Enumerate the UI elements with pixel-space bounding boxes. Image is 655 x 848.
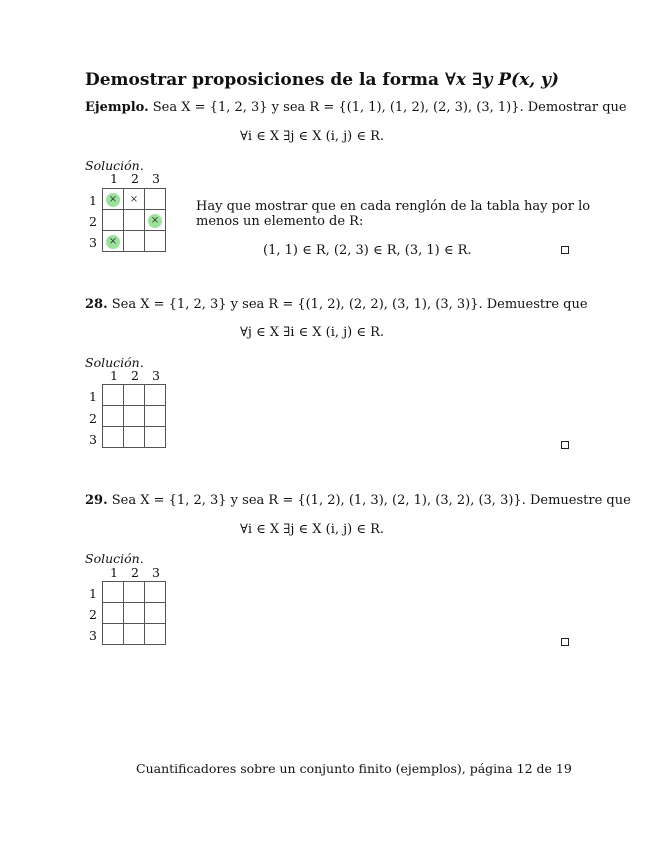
problem-28-relation-table	[102, 384, 166, 448]
example-relation-table	[102, 188, 166, 252]
problem-28-number: 28.	[85, 297, 108, 312]
problem-29-relation-table	[102, 581, 166, 645]
example-row-header-2: 2	[89, 214, 97, 229]
p28-col-header-1: 1	[110, 368, 118, 383]
cell-1-2[interactable]	[124, 582, 145, 603]
example-col-header-3: 3	[152, 171, 160, 186]
p29-col-header-1: 1	[110, 565, 118, 580]
p28-col-header-3: 3	[152, 368, 160, 383]
cell-2-2	[124, 210, 145, 231]
cell-2-1[interactable]	[103, 406, 124, 427]
p29-row-header-3: 3	[89, 628, 97, 643]
problem-29-solution-label: Solución.	[85, 551, 144, 566]
problem-29-statement: 29. Sea X = {1, 2, 3} y sea R = {(1, 2), (1, 3), (2, 1), (3, 2), (3, 3)}. Demuestre que	[85, 493, 631, 508]
cell-2-3	[145, 210, 166, 231]
p28-row-header-3: 3	[89, 432, 97, 447]
example-statement: Ejemplo. Sea X = {1, 2, 3} y sea R = {(1, 1), (1, 2), (2, 3), (3, 1)}. Demostrar que	[85, 100, 627, 115]
example-row-header-3: 3	[89, 235, 97, 250]
section-title: Demostrar proposiciones de la forma ∀x ∃y P(x, y)	[85, 70, 559, 90]
problem-28-solution-label: Solución.	[85, 355, 144, 370]
cell-2-3[interactable]	[145, 603, 166, 624]
cell-3-2[interactable]	[124, 427, 145, 448]
example-explanation-line2: menos un elemento de R:	[196, 214, 364, 229]
p28-row-header-2: 2	[89, 411, 97, 426]
cell-2-3[interactable]	[145, 406, 166, 427]
example-solution-label: Solución.	[85, 158, 144, 173]
example-label: Ejemplo.	[85, 100, 149, 115]
problem-28-formula: ∀j ∈ X ∃i ∈ X (i, j) ∈ R.	[240, 325, 385, 340]
qed-square	[561, 441, 569, 449]
cell-1-1[interactable]	[103, 582, 124, 603]
example-col-header-1: 1	[110, 171, 118, 186]
cell-2-2[interactable]	[124, 406, 145, 427]
cell-mark-highlighted: ×	[106, 235, 120, 249]
p29-col-header-2: 2	[131, 565, 139, 580]
problem-28-statement: 28. Sea X = {1, 2, 3} y sea R = {(1, 2), (2, 2), (3, 1), (3, 3)}. Demuestre que	[85, 297, 588, 312]
example-formula: ∀i ∈ X ∃j ∈ X (i, j) ∈ R.	[240, 129, 385, 144]
p28-row-header-1: 1	[89, 389, 97, 404]
p28-col-header-2: 2	[131, 368, 139, 383]
cell-2-2[interactable]	[124, 603, 145, 624]
problem-29-number: 29.	[85, 493, 108, 508]
cell-2-1	[103, 210, 124, 231]
cell-3-3[interactable]	[145, 624, 166, 645]
example-row-header-1: 1	[89, 193, 97, 208]
qed-square	[561, 638, 569, 646]
example-explanation-line1: Hay que mostrar que en cada renglón de la tabla hay por lo	[196, 199, 591, 214]
cell-3-3	[145, 231, 166, 252]
example-result: (1, 1) ∈ R, (2, 3) ∈ R, (3, 1) ∈ R.	[263, 243, 472, 258]
cell-1-1	[103, 189, 124, 210]
p29-col-header-3: 3	[152, 565, 160, 580]
cell-3-2[interactable]	[124, 624, 145, 645]
cell-1-3	[145, 189, 166, 210]
example-col-header-2: 2	[131, 171, 139, 186]
cell-3-1	[103, 231, 124, 252]
cell-1-1[interactable]	[103, 385, 124, 406]
cell-mark: ×	[129, 193, 139, 205]
title-formula: ∀x ∃y P(x, y)	[444, 70, 559, 90]
qed-square	[561, 246, 569, 254]
cell-3-3[interactable]	[145, 427, 166, 448]
cell-mark-highlighted: ×	[148, 214, 162, 228]
page-footer: Cuantificadores sobre un conjunto finito (ejemplos), página 12 de 19	[136, 761, 572, 776]
cell-3-2	[124, 231, 145, 252]
cell-3-1[interactable]	[103, 624, 124, 645]
cell-1-2[interactable]	[124, 385, 145, 406]
problem-29-formula: ∀i ∈ X ∃j ∈ X (i, j) ∈ R.	[240, 522, 385, 537]
cell-3-1[interactable]	[103, 427, 124, 448]
p29-row-header-1: 1	[89, 586, 97, 601]
cell-1-2	[124, 189, 145, 210]
cell-mark-highlighted: ×	[106, 193, 120, 207]
cell-2-1[interactable]	[103, 603, 124, 624]
p29-row-header-2: 2	[89, 607, 97, 622]
cell-1-3[interactable]	[145, 385, 166, 406]
cell-1-3[interactable]	[145, 582, 166, 603]
